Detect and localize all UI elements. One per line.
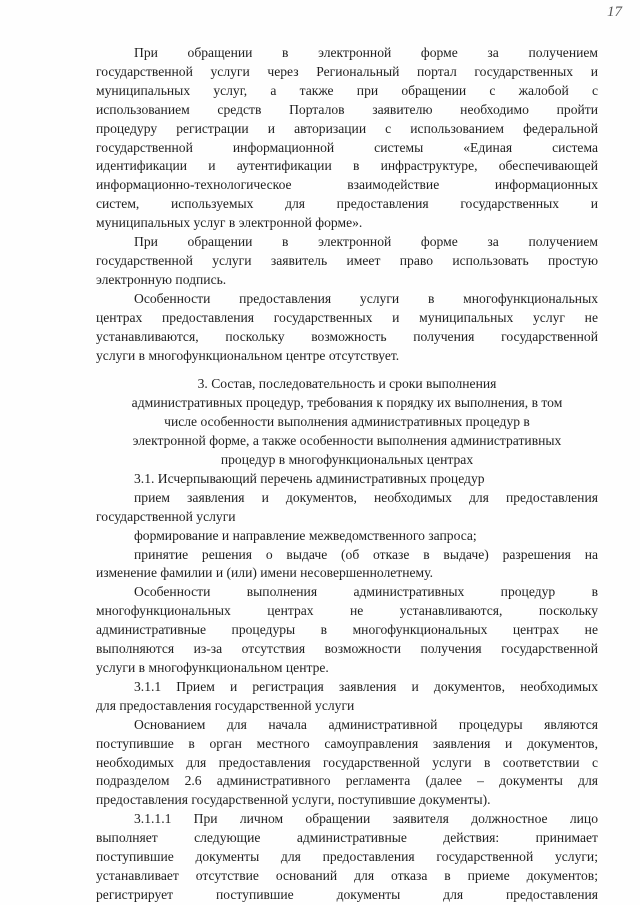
text-line: электронную подпись. — [96, 271, 227, 287]
text-line: 3.1.1.1 При личном обращении заявителя должностное лицо — [134, 811, 598, 827]
text-line: 3.1. Исчерпывающий перечень административных процедур — [134, 470, 485, 486]
page-number: 17 — [607, 4, 622, 20]
text-line: использованием средств Порталов заявителю необходимо пройти — [96, 101, 598, 117]
text-line: прием заявления и документов, необходимых для предоставления — [134, 489, 598, 505]
text-line: выполняет следующие административные действия: принимает — [96, 830, 598, 846]
text-line: Особенности предоставления услуги в многофункциональных — [134, 290, 598, 306]
text-line: устанавливаются, поскольку возможность получения государственной — [96, 328, 598, 344]
text-line: многофункциональных центрах не устанавливаются, поскольку — [96, 603, 598, 619]
heading-line: административных процедур, требования к порядку их выполнения, в том — [131, 395, 563, 411]
text-line: государственной услуги заявитель имеет право использовать простую — [96, 252, 598, 268]
text-line: Особенности выполнения административных процедур в — [134, 584, 598, 600]
text-line: При обращении в электронной форме за получением — [134, 45, 598, 60]
heading-line: электронной форме, а также особенности выполнения административных — [132, 433, 562, 449]
text-line: выполняются из-за отсутствия возможности получения государственной — [96, 641, 598, 657]
text-line: предоставления государственной услуги, поступившие документы). — [96, 792, 491, 808]
text-line: для предоставления государственной услуги — [96, 697, 355, 713]
text-line: При обращении в электронной форме за получением — [134, 234, 598, 250]
text-line: регистрирует поступившие документы для предоставления — [96, 886, 598, 902]
text-line: систем, используемых для предоставления государственных и — [96, 196, 598, 212]
text-line: услуги в многофункциональном центре отсутствует. — [96, 347, 400, 363]
text-line: изменение фамилии и (или) имени несовершеннолетнему. — [96, 565, 433, 581]
document-body — [96, 44, 598, 905]
text-line: необходимых для предоставления государственной услуги в соответствии с — [96, 754, 598, 770]
text-line: государственной услуги через Региональный портал государственных и — [96, 63, 598, 79]
text-line: устанавливает отсутствие оснований для отказа в приеме документов; — [96, 867, 598, 883]
text-line: идентификации и аутентификации в инфраструктуре, обеспечивающей — [96, 158, 598, 174]
text-line: муниципальных услуг в электронной форме». — [96, 215, 363, 231]
text-line: принятие решения о выдаче (об отказе в выдаче) разрешения на — [134, 546, 598, 562]
heading-line: 3. Состав, последовательность и сроки выполнения — [197, 376, 497, 392]
spacer — [96, 365, 598, 375]
heading-line: числе особенности выполнения административных процедур в — [164, 414, 530, 430]
section-heading — [96, 375, 598, 470]
text-line: 3.1.1 Прием и регистрация заявления и документов, необходимых — [134, 678, 598, 694]
text-line: Основанием для начала административной процедуры являются — [134, 716, 598, 732]
text-line: услуги в многофункциональном центре. — [96, 660, 329, 675]
text-line: муниципальных услуг, а также при обращении с жалобой с — [96, 82, 598, 98]
text-line: информационно-технологическое взаимодействие информационных — [96, 177, 598, 193]
text-line: административные процедуры в многофункциональных центрах не — [96, 622, 598, 638]
text-line: формирование и направление межведомственного запроса; — [134, 527, 477, 543]
text-line: государственной информационной системы «Единая система — [96, 139, 598, 155]
heading-line: процедур в многофункциональных центрах — [220, 452, 474, 468]
text-line: поступившие в орган местного самоуправления заявления и документов, — [96, 735, 598, 751]
text-line: центрах предоставления государственных и муниципальных услуг не — [96, 309, 598, 325]
text-line: подразделом 2.6 административного регламента (далее – документы для — [96, 773, 598, 789]
text-line: государственной услуги — [96, 508, 236, 524]
text-line: процедуру регистрации и авторизации с использованием федеральной — [96, 120, 598, 136]
text-line: поступившие документы для предоставления государственной услуги; — [96, 849, 598, 865]
